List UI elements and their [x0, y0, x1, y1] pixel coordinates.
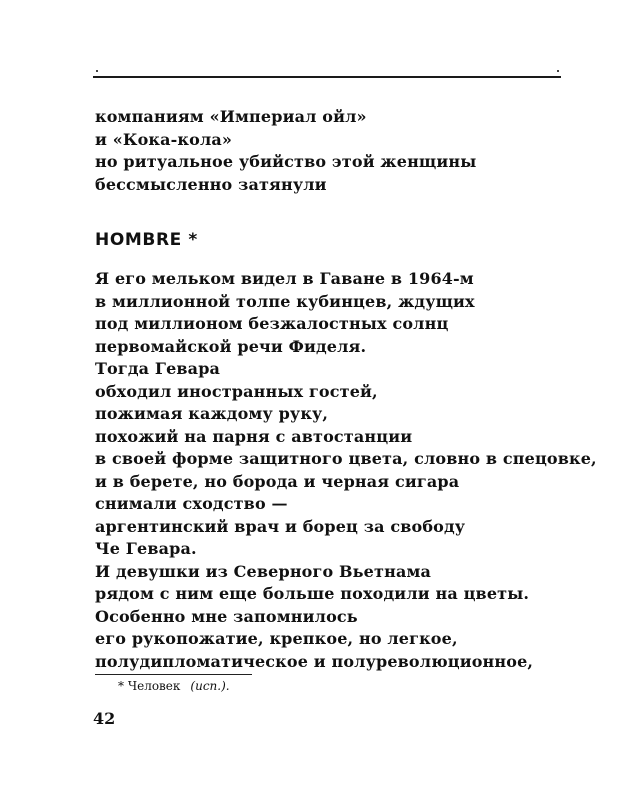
top-stanza [95, 106, 476, 196]
poem-line: но ритуальное убийство этой женщины [95, 152, 477, 171]
poem-line: Особенно мне запомнилось [95, 606, 358, 626]
poem-line: бессмысленно затянули [95, 174, 327, 194]
poem-line: обходил иностранных гостей, [95, 381, 378, 401]
poem-title: HOMBRE * [95, 230, 198, 250]
poem-line: полудипломатическое и полуреволюционное, [95, 651, 534, 671]
poem-line: И девушки из Северного Вьетнама [95, 561, 432, 581]
poem-line: Я его мельком видел в Гаване в 1964-м [95, 269, 474, 288]
poem-line: снимали сходство — [95, 494, 288, 513]
poem-line: похожий на парня с автостанции [95, 426, 413, 446]
poem-line: в миллионной толпе кубинцев, ждущих [95, 291, 475, 311]
poem-line: и «Кока-кола» [95, 129, 233, 149]
poem-line: аргентинский врач и борец за свободу [95, 516, 466, 536]
poem-line: в своей форме защитного цвета, словно в спецовке, [95, 449, 597, 468]
poem-line: первомайской речи Фиделя. [95, 336, 367, 356]
page-number: 42 [93, 709, 116, 728]
main-stanza [95, 268, 597, 673]
rule-mark-left [96, 70, 98, 72]
footnote-rule [95, 674, 252, 675]
poem-line: пожимая каждому руку, [95, 404, 329, 423]
poem-line: рядом с ним еще больше походили на цветы. [95, 584, 530, 603]
header-rule [93, 76, 561, 78]
rule-mark-right [557, 70, 559, 72]
poem-line: Тогда Гевара [95, 359, 221, 378]
footnote [118, 679, 230, 693]
poem-line: под миллионом безжалостных солнц [95, 314, 449, 333]
footnote-text: * Человек [118, 679, 181, 693]
poem-line: его рукопожатие, крепкое, но легкое, [95, 629, 458, 648]
footnote-language-note: (исп.). [190, 679, 230, 693]
poem-line: Че Гевара. [95, 539, 197, 558]
poem-line: компаниям «Империал ойл» [95, 107, 367, 126]
poem-line: и в берете, но борода и черная сигара [95, 471, 460, 491]
